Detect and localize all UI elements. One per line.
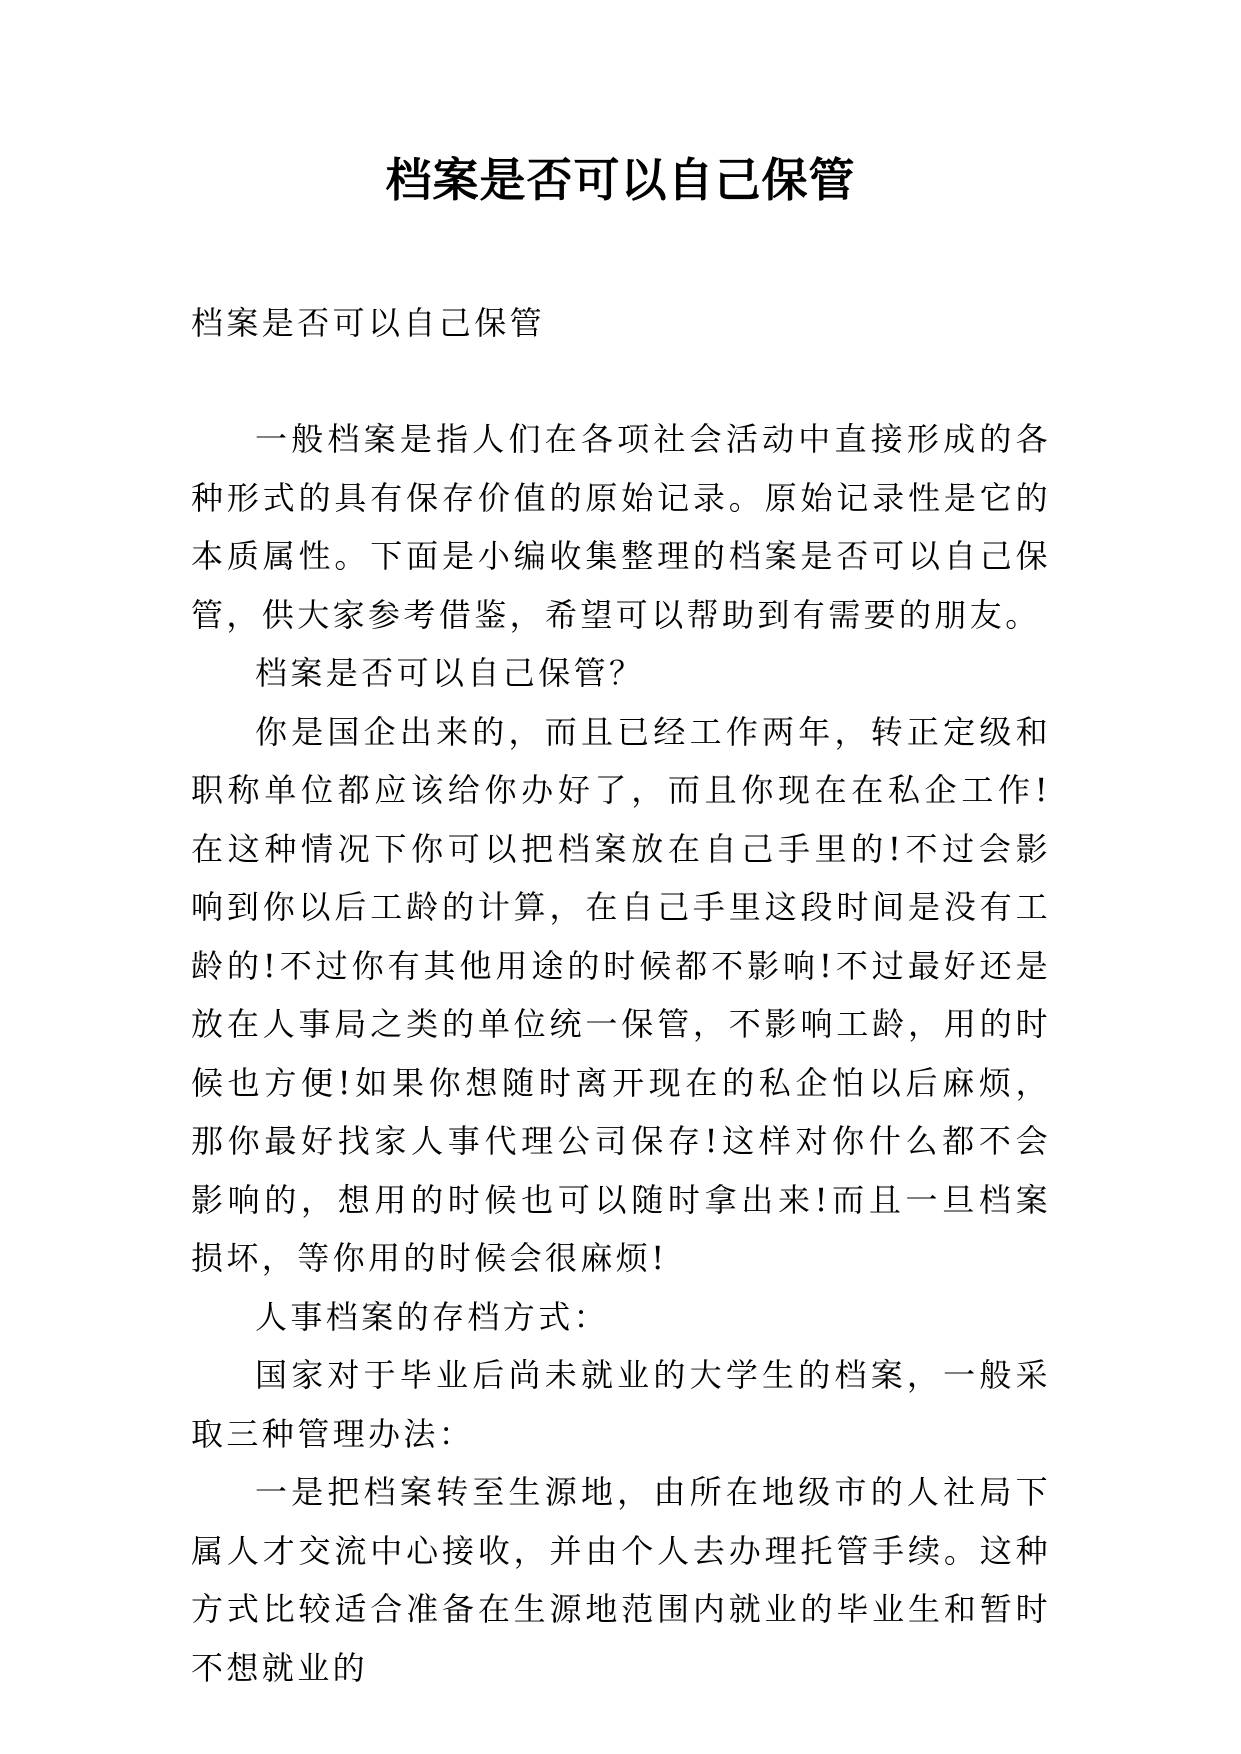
document-subtitle: 档案是否可以自己保管 xyxy=(191,304,546,342)
paragraph: 档案是否可以自己保管？ xyxy=(255,654,645,692)
paragraph: 你是国企出来的，而且已经工作两年，转正定级和职称单位都应该给你办好了，而且你现在在私企工作!在这种情况下你可以把档案放在自己手里的!不过会影响到你以后工龄的计算，在自己手里这段时间是没有工龄的!不过你有其他用途的时候都不影响!不过最好还是放在人事局之类的单位统一保管，不影响工龄，用的时候也方便!如果你想随时离开现在的私企怕以后麻烦，那你最好找家人事代理公司保存!这样对你什么都不会影响的，想用的时候也可以随时拿出来!而且一旦档案损坏，等你用的时候会很麻烦! xyxy=(191,712,1051,1277)
paragraph: 一般档案是指人们在各项社会活动中直接形成的各种形式的具有保存价值的原始记录。原始记录性是它的本质属性。下面是小编收集整理的档案是否可以自己保管，供大家参考借鉴，希望可以帮助到有需要的朋友。 xyxy=(191,420,1051,634)
paragraph: 一是把档案转至生源地，由所在地级市的人社局下属人才交流中心接收，并由个人去办理托管手续。这种方式比较适合准备在生源地范围内就业的毕业生和暂时不想就业的 xyxy=(191,1473,1051,1687)
document-body xyxy=(191,410,1051,1697)
document-title: 档案是否可以自己保管 xyxy=(385,153,856,207)
paragraph: 人事档案的存档方式： xyxy=(255,1297,610,1336)
paragraph: 国家对于毕业后尚未就业的大学生的档案，一般采取三种管理办法： xyxy=(191,1356,1051,1453)
